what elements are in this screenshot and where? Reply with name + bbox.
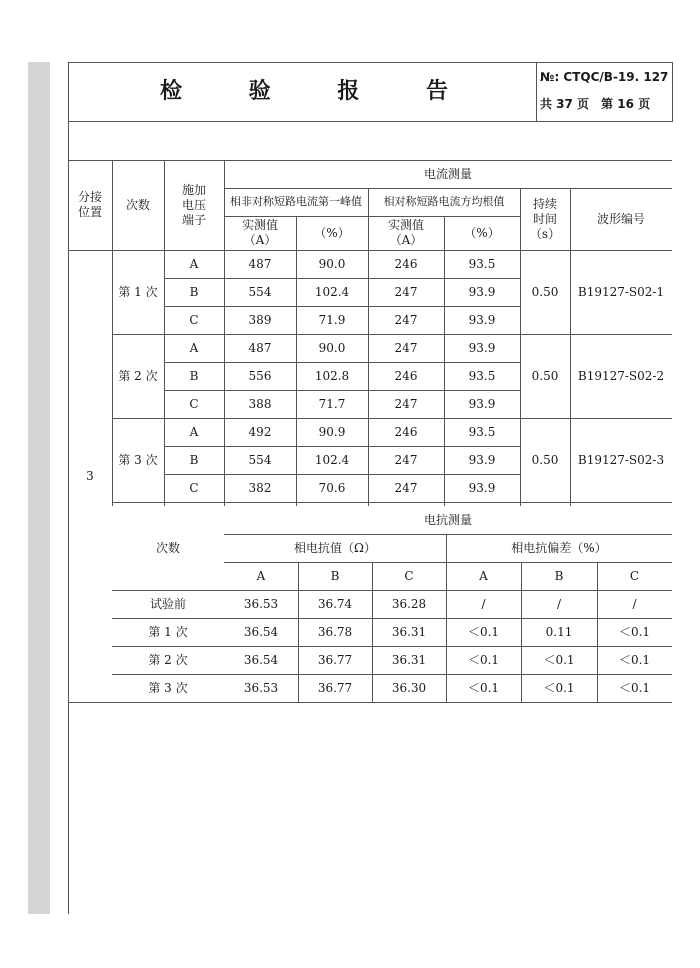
- header-border: [672, 62, 673, 122]
- rms-current-cell: 246: [394, 424, 418, 439]
- waveform-header: 波形编号: [596, 211, 645, 226]
- waveform-id: B19127-S02-2: [577, 368, 665, 383]
- reactance-b-cell: 36.78: [317, 624, 353, 639]
- reactance-value-subheader: 相电抗值（Ω）: [294, 540, 376, 555]
- duration-value: 0.50: [531, 284, 559, 299]
- phase-header: B: [554, 568, 564, 583]
- reactance-row-label: 第 1 次: [148, 624, 188, 639]
- deviation-b-cell: 0.11: [545, 624, 573, 639]
- deviation-c-cell: ＜0.1: [618, 680, 651, 695]
- rms-current-cell: 247: [394, 312, 418, 327]
- deviation-c-cell: ＜0.1: [618, 624, 651, 639]
- reactance-b-cell: 36.77: [317, 652, 353, 667]
- test-run-label: 第 1 次: [118, 284, 158, 299]
- peak-percent-cell: 102.4: [314, 284, 350, 299]
- terminal-cell: B: [189, 284, 199, 299]
- col-times-header: 次数: [125, 197, 150, 212]
- peak-percent-cell: 70.6: [318, 480, 346, 495]
- duration-header: 持续 时间 （s）: [529, 196, 561, 241]
- phase-header: A: [479, 568, 488, 583]
- title-char: 告: [425, 78, 450, 104]
- rms-current-cell: 247: [394, 452, 418, 467]
- waveform-id: B19127-S02-3: [577, 452, 665, 467]
- header-divider: [536, 62, 537, 122]
- rms-subheader: 相对称短路电流方均根值: [383, 195, 505, 209]
- deviation-b-cell: ＜0.1: [543, 680, 575, 695]
- header-top-rule: [68, 62, 672, 63]
- rms-percent-cell: 93.9: [468, 312, 496, 327]
- reactance-c-cell: 36.28: [391, 596, 427, 611]
- deviation-c-cell: ＜0.1: [618, 652, 651, 667]
- terminal-cell: C: [189, 312, 199, 327]
- reactance-deviation-subheader: 相电抗偏差（%）: [511, 540, 607, 555]
- report-number: №: CTQC/B-19. 127: [540, 70, 669, 84]
- report-title: [160, 74, 450, 105]
- reactance-c-cell: 36.31: [391, 652, 427, 667]
- reactance-row-label: 第 2 次: [148, 652, 188, 667]
- rms-percent-cell: 93.9: [468, 480, 496, 495]
- rms-percent-cell: 93.5: [468, 256, 496, 271]
- rms-current-cell: 246: [394, 256, 418, 271]
- binding-strip: [28, 62, 50, 914]
- peak-percent-cell: 71.7: [318, 396, 346, 411]
- deviation-a-cell: ＜0.1: [467, 680, 500, 695]
- phase-header: C: [404, 568, 414, 583]
- terminal-cell: A: [189, 340, 199, 355]
- duration-value: 0.50: [531, 368, 559, 383]
- peak-percent-cell: 102.4: [314, 452, 350, 467]
- rms-percent-cell: 93.5: [468, 424, 496, 439]
- terminal-cell: A: [189, 424, 199, 439]
- rms-percent-header: （%）: [464, 225, 500, 240]
- reactance-row-label: 试验前: [149, 596, 186, 611]
- rms-percent-cell: 93.9: [468, 452, 496, 467]
- rms-current-cell: 247: [394, 396, 418, 411]
- rms-current-cell: 247: [394, 340, 418, 355]
- rms-current-cell: 247: [394, 480, 418, 495]
- reactance-a-cell: 36.53: [243, 596, 279, 611]
- rms-current-cell: 247: [394, 284, 418, 299]
- title-char: 报: [337, 78, 362, 104]
- peak-subheader: 相非对称短路电流第一峰值: [230, 195, 362, 209]
- peak-current-cell: 492: [248, 424, 272, 439]
- peak-percent-cell: 90.0: [318, 256, 346, 271]
- rms-measured-header: 实测值 （A）: [387, 218, 424, 247]
- deviation-b-cell: /: [556, 596, 562, 611]
- terminal-cell: B: [189, 368, 199, 383]
- reactance-c-cell: 36.30: [391, 680, 427, 695]
- reactance-times-header: 次数: [155, 540, 180, 555]
- page-count: 共 37 页 第 16 页: [540, 97, 651, 111]
- reactance-b-cell: 36.74: [317, 596, 353, 611]
- deviation-a-cell: /: [481, 596, 486, 611]
- deviation-c-cell: /: [632, 596, 637, 611]
- peak-measured-header: 实测值 （A）: [241, 218, 278, 247]
- peak-current-cell: 487: [248, 340, 272, 355]
- phase-header: C: [629, 568, 640, 583]
- table-bottom-rule: [68, 702, 672, 703]
- terminal-cell: B: [189, 452, 199, 467]
- title-char: 验: [248, 78, 273, 104]
- reactance-c-cell: 36.31: [391, 624, 427, 639]
- reactance-row-label: 第 3 次: [148, 680, 188, 695]
- test-run-label: 第 2 次: [118, 368, 158, 383]
- col-tap-header: 分接 位置: [77, 190, 102, 219]
- peak-current-cell: 556: [248, 368, 272, 383]
- rms-current-cell: 246: [394, 368, 418, 383]
- peak-current-cell: 554: [248, 284, 272, 299]
- tap-position-value: 3: [86, 468, 94, 483]
- terminal-cell: A: [189, 256, 199, 271]
- peak-percent-cell: 102.8: [314, 368, 350, 383]
- peak-current-cell: 388: [248, 396, 272, 411]
- reactance-a-cell: 36.53: [243, 680, 279, 695]
- title-char: 检: [160, 78, 185, 104]
- peak-percent-cell: 90.9: [318, 424, 346, 439]
- reactance-a-cell: 36.54: [243, 624, 279, 639]
- reactance-group-header: 电抗测量: [423, 512, 472, 527]
- rms-percent-cell: 93.9: [468, 396, 496, 411]
- phase-header: A: [256, 568, 266, 583]
- rms-percent-cell: 93.9: [468, 340, 496, 355]
- rule: [224, 562, 672, 563]
- deviation-b-cell: ＜0.1: [543, 652, 575, 667]
- group-rule: [112, 502, 672, 503]
- reactance-a-cell: 36.54: [243, 652, 279, 667]
- peak-current-cell: 389: [248, 312, 272, 327]
- deviation-a-cell: ＜0.1: [467, 624, 500, 639]
- current-group-header: 电流测量: [423, 166, 472, 181]
- terminal-cell: C: [189, 396, 199, 411]
- header-bottom-rule: [68, 121, 672, 122]
- waveform-id: B19127-S02-1: [577, 284, 665, 299]
- phase-header: B: [330, 568, 340, 583]
- peak-current-cell: 554: [248, 452, 272, 467]
- col-terminal-header: 施加 电压 端子: [181, 182, 206, 227]
- test-run-label: 第 3 次: [118, 452, 158, 467]
- rms-percent-cell: 93.5: [468, 368, 496, 383]
- peak-current-cell: 382: [248, 480, 272, 495]
- peak-percent-cell: 90.0: [318, 340, 346, 355]
- deviation-a-cell: ＜0.1: [467, 652, 500, 667]
- rule: [224, 534, 672, 535]
- duration-value: 0.50: [531, 452, 559, 467]
- peak-current-cell: 487: [248, 256, 272, 271]
- peak-percent-header: （%）: [314, 225, 350, 240]
- rms-percent-cell: 93.9: [468, 284, 496, 299]
- terminal-cell: C: [189, 480, 199, 495]
- peak-percent-cell: 71.9: [318, 312, 346, 327]
- reactance-b-cell: 36.77: [317, 680, 353, 695]
